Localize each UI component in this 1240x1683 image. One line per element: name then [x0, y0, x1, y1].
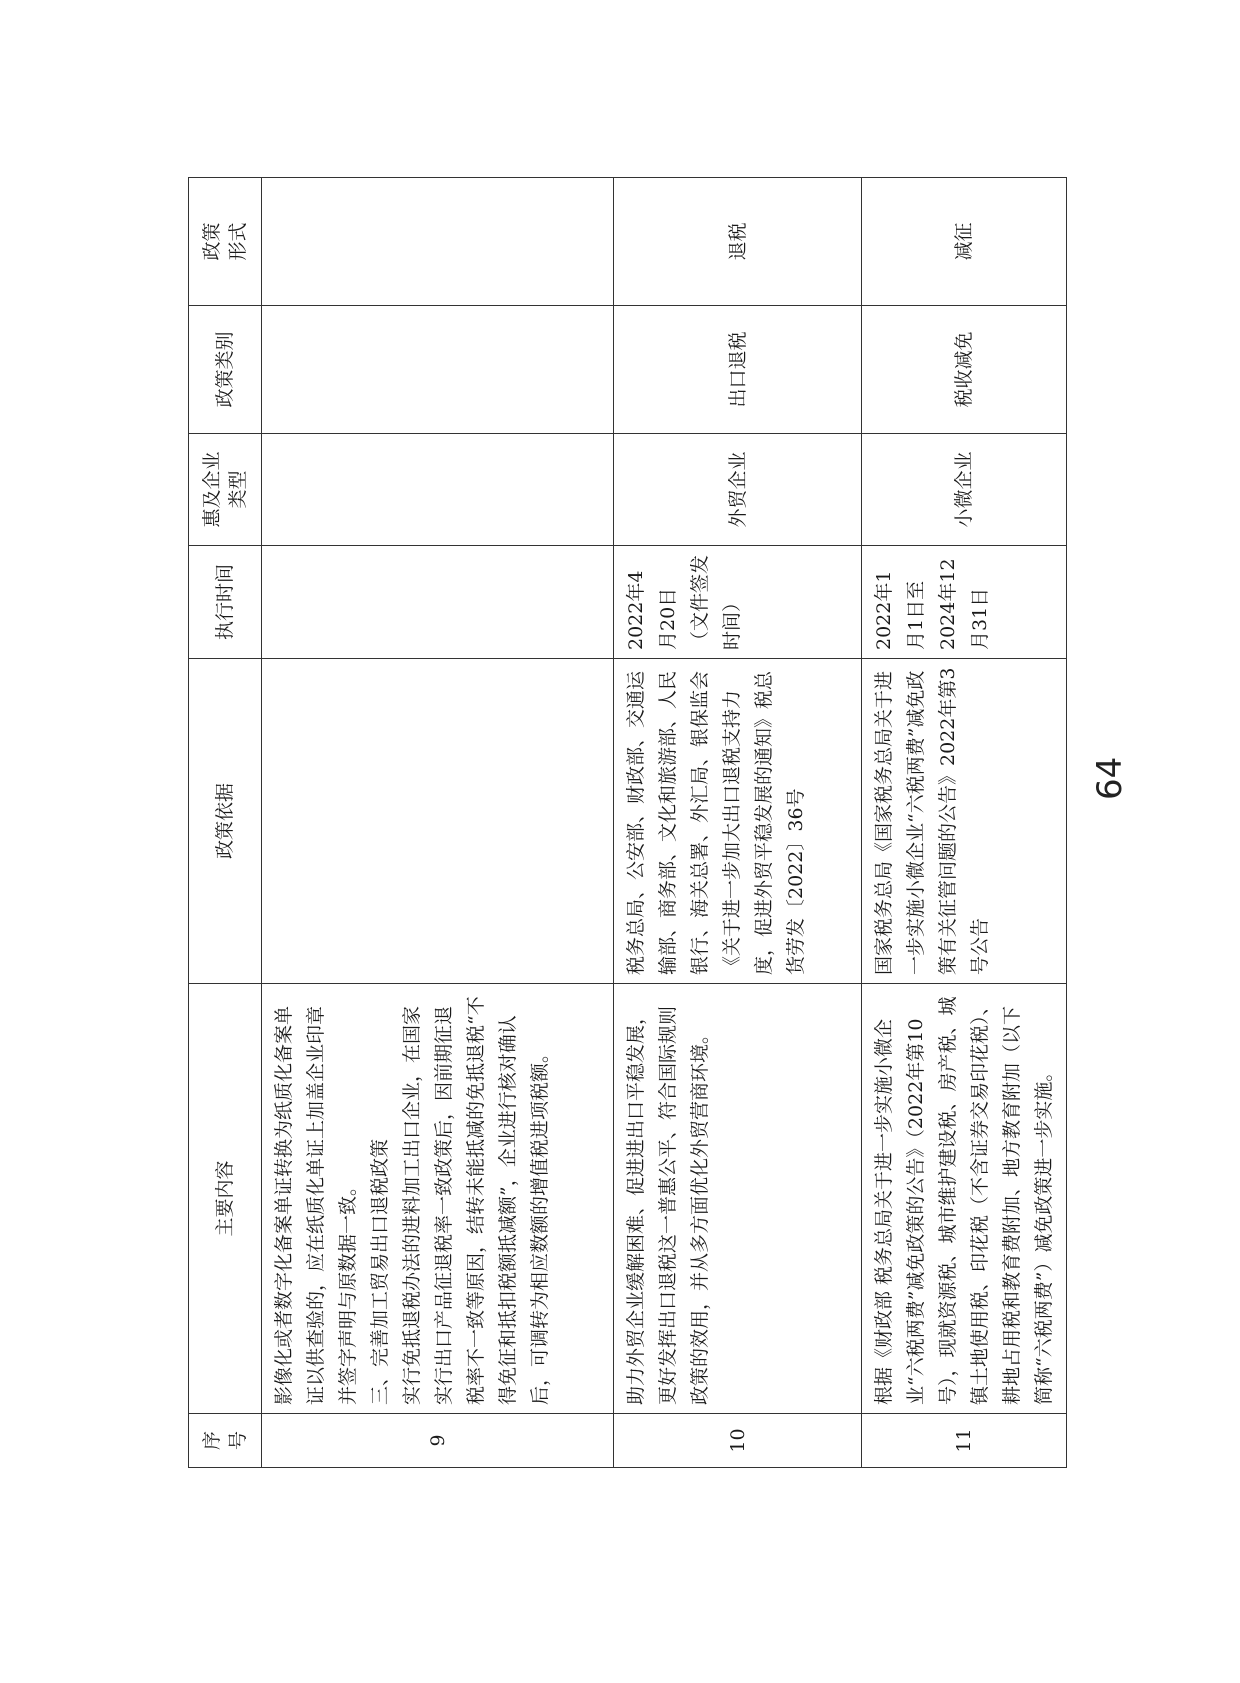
- row-content: 影像化或者数字化备案单证转换为纸质化备案单证以供查验的，应在纸质化单证上加盖企业印章并签字声明与原数据一致。 三、完善加工贸易出口退税政策 实行免抵退税办法的进料加工出口企业，在国家实行出口产品征退税率一致政策后，因前期征退税率不一致等原因，结转未能抵减的免抵退税“不得免征和抵扣税额抵减额”，企业进行核对确认后，可调转为相应数额的增值税进项税额。: [262, 984, 614, 1414]
- table-row: [614, 178, 862, 1468]
- policy-table: [188, 177, 1067, 1468]
- row-beneficiary: [262, 434, 614, 546]
- table-row: [262, 178, 614, 1468]
- row-category: [262, 306, 614, 434]
- header-beneficiary: 惠及企业 类型: [189, 434, 262, 546]
- header-seq: 序 号: [189, 1414, 262, 1468]
- row-form: 退税: [614, 178, 862, 306]
- row-category: 税收减免: [862, 306, 1067, 434]
- header-category: 政策类别: [189, 306, 262, 434]
- table-row: [862, 178, 1067, 1468]
- header-content: 主要内容: [189, 984, 262, 1414]
- row-time: 2022年1月1日至2024年12月31日: [862, 546, 1067, 659]
- page-number: 64: [1090, 756, 1130, 800]
- row-beneficiary: 小微企业: [862, 434, 1067, 546]
- row-content: 助力外贸企业缓解困难、促进进出口平稳发展，更好发挥出口退税这一普惠公平、符合国际规则政策的效用，并从多方面优化外贸营商环境。: [614, 984, 862, 1414]
- row-beneficiary: 外贸企业: [614, 434, 862, 546]
- row-category: 出口退税: [614, 306, 862, 434]
- header-basis: 政策依据: [189, 659, 262, 984]
- row-form: [262, 178, 614, 306]
- header-time: 执行时间: [189, 546, 262, 659]
- row-time: [262, 546, 614, 659]
- header-form: 政策 形式: [189, 178, 262, 306]
- row-content: 根据《财政部 税务总局关于进一步实施小微企业“六税两费”减免政策的公告》（2022年第10号），现就资源税、城市维护建设税、房产税、城镇土地使用税、印花税（不含证券交易印花税）、耕地占用税和教育费附加、地方教育附加（以下简称“六税两费”）减免政策进一步实施。: [862, 984, 1067, 1414]
- policy-table-rotated: [188, 178, 1055, 1468]
- table-header-row: [189, 178, 262, 1468]
- row-basis: 国家税务总局《国家税务总局关于进一步实施小微企业“六税两费”减免政策有关征管问题的公告》2022年第3号公告: [862, 659, 1067, 984]
- row-basis: [262, 659, 614, 984]
- row-seq: 10: [614, 1414, 862, 1468]
- rotated-page-area: [188, 178, 1055, 1468]
- row-form: 减征: [862, 178, 1067, 306]
- row-time: 2022年4月20日（文件签发时间）: [614, 546, 862, 659]
- row-seq: 9: [262, 1414, 614, 1468]
- row-seq: 11: [862, 1414, 1067, 1468]
- row-basis: 税务总局、公安部、财政部、交通运输部、商务部、文化和旅游部、人民银行、海关总署、外汇局、银保监会《关于进一步加大出口退税支持力度，促进外贸平稳发展的通知》税总货劳发〔2022〕36号: [614, 659, 862, 984]
